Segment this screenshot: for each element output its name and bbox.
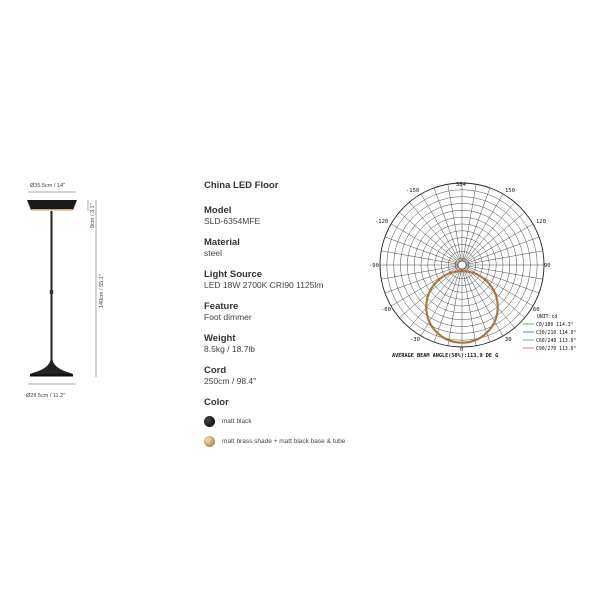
color-name: matt brass shade + matt black base & tube [222, 437, 346, 445]
product-title: China LED Floor [204, 180, 279, 191]
spec-value: 8.5kg / 18.7lb [204, 344, 256, 354]
legend-entry: C0/180 114.3° [536, 323, 574, 328]
unit-label: UNIT:cd [537, 315, 558, 320]
legend-entry: C90/270 113.6° [536, 347, 577, 352]
shade-height-label: 8cm / 3.1" [90, 203, 96, 228]
angle-label: -30 [410, 337, 420, 343]
spec-value: Foot dimmer [204, 312, 252, 322]
base-diameter-label: Ø28.5cm / 11.2" [26, 393, 66, 399]
angle-label: 120 [536, 219, 546, 225]
angle-label: -60 [381, 307, 391, 313]
angle-label: 90 [544, 263, 551, 269]
angle-label: 60 [533, 307, 540, 313]
angle-label: 30 [505, 337, 512, 343]
spec-value: 250cm / 98.4" [204, 376, 257, 386]
angle-label: -90 [369, 263, 379, 269]
legend-entry: C30/210 114.0° [536, 331, 577, 336]
spec-value: SLD-6354MFE [204, 216, 261, 226]
spec-label: Material [204, 237, 240, 248]
beam-angle-label: AVERAGE BEAM ANGLE(50%):113.9 DE G [392, 353, 499, 359]
spec-label: Model [204, 205, 232, 216]
angle-label: 0 [460, 347, 464, 353]
shade-diameter-label: Ø35.5cm / 14" [30, 183, 65, 189]
legend [523, 322, 577, 352]
spec-label: Weight [204, 333, 236, 344]
legend-entry: C60/240 113.6° [536, 339, 577, 344]
spec-value: steel [204, 248, 222, 258]
spec-label: Feature [204, 301, 239, 312]
spec-label: Light Source [204, 269, 263, 280]
angle-label: -150 [406, 188, 420, 194]
max-value-label: 384 [456, 182, 466, 188]
spec-value: LED 18W 2700K CRI90 1125lm [204, 280, 324, 290]
color-name: matt black [222, 417, 252, 425]
polar-center [458, 261, 466, 269]
angle-label: -120 [375, 219, 389, 225]
total-height-label: 140cm / 55.1" [99, 274, 105, 308]
color-heading: Color [204, 397, 229, 408]
angle-label: 150 [505, 188, 515, 194]
spec-label: Cord [204, 365, 227, 376]
